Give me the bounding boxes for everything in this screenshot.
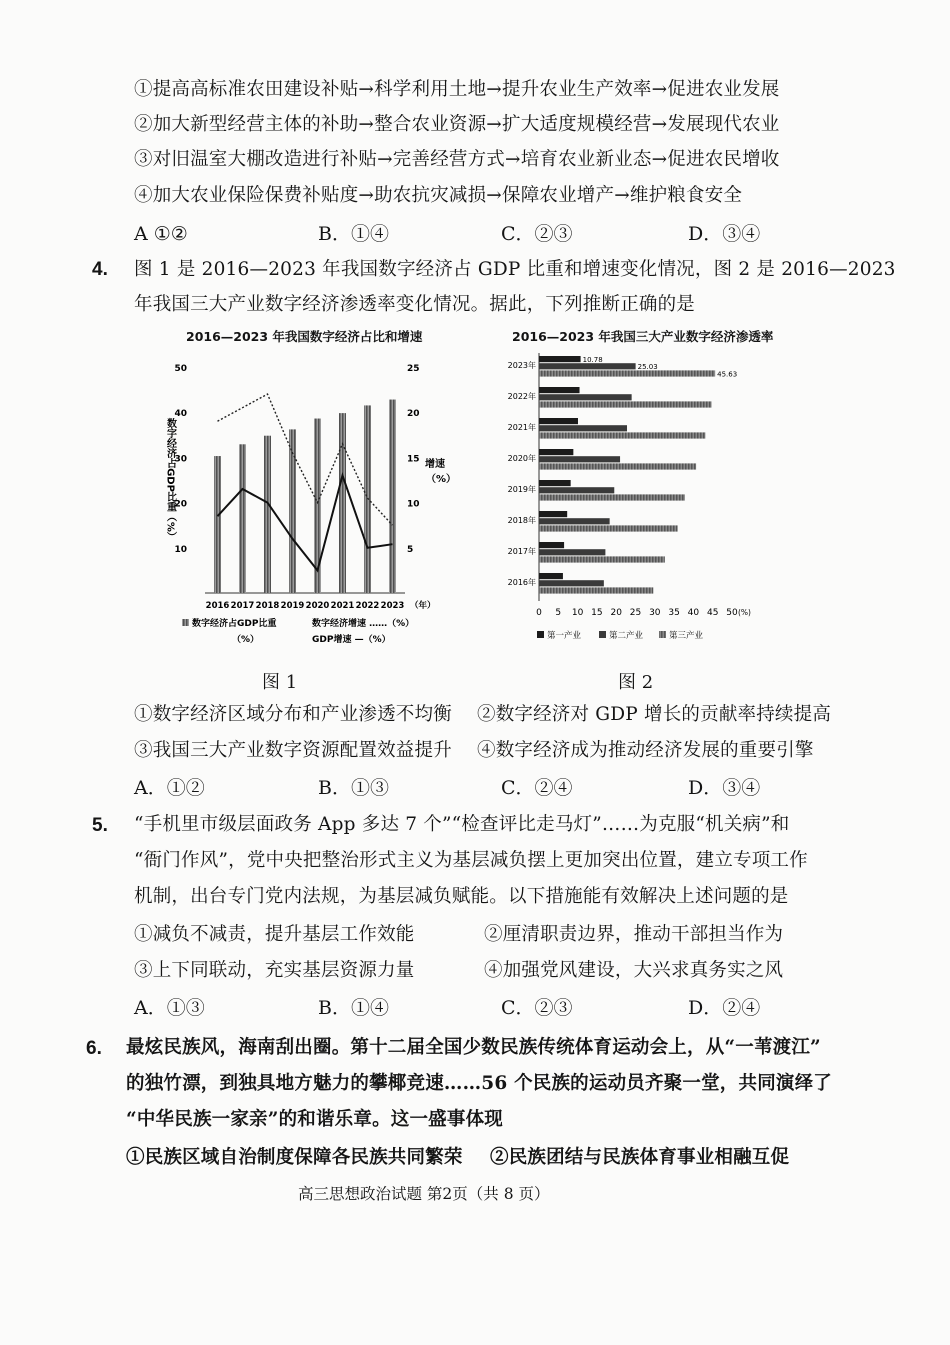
fig1-x-tick: 2023 [380, 601, 405, 611]
fig2-caption: 图 2 [618, 672, 654, 693]
fig2-y-tick: 2016年 [507, 578, 536, 587]
fig1-right-tick: 25 [407, 364, 420, 374]
fig2-legend-label: 第一产业 [547, 631, 582, 641]
fig2-x-tick: 35 [668, 608, 680, 618]
fig2-x-tick: 45 [706, 608, 719, 618]
fig2-bar [539, 573, 563, 579]
fig2-bar [539, 480, 571, 486]
q4-statement-2: ②数字经济对 GDP 增长的贡献率持续提高 [477, 704, 832, 725]
q4-option-a[interactable]: A．①② [134, 777, 205, 799]
fig1-chart [150, 345, 457, 655]
fig1-left-tick: 10 [174, 544, 187, 555]
q3-option-b[interactable]: B．①④ [318, 223, 389, 245]
fig1-legend-gdp: GDP增速 —（%） [312, 635, 391, 645]
fig2-y-tick: 2020年 [507, 454, 536, 463]
fig2-bar [539, 370, 715, 376]
fig1-bar [264, 436, 271, 593]
q3-option-d[interactable]: D．③④ [688, 223, 761, 245]
fig1-left-tick: 50 [174, 364, 187, 374]
fig2-y-tick: 2023年 [507, 361, 536, 370]
fig2-bar [539, 587, 653, 593]
fig2-legend-swatch [599, 631, 606, 638]
q4-statement-1: ①数字经济区域分布和产业渗透不均衡 [134, 704, 452, 725]
fig1-bar [239, 444, 246, 593]
fig1-legend-bar-unit: （%） [232, 635, 260, 645]
fig2-x-tick: 15 [591, 608, 603, 618]
fig2-bar [539, 487, 614, 493]
fig2-x-tick: 40 [687, 608, 700, 618]
fig2-legend-swatch [659, 631, 666, 638]
fig1-bar [214, 456, 221, 593]
fig1-x-tick: 2018 [255, 601, 280, 611]
fig1-left-tick: 40 [174, 409, 187, 420]
q5-stem-line-3: 机制，出台专门党内法规，为基层减负赋能。以下措施能有效解决上述问题的是 [134, 886, 789, 907]
fig1-ylabel: 数字经济占GDP比重（%） [164, 418, 176, 542]
fig1-right-tick: 20 [407, 409, 420, 420]
fig1-title: 2016—2023 年我国数字经济占比和增速 [186, 329, 423, 344]
fig1-right-tick: 15 [407, 454, 420, 465]
fig2-bar [539, 401, 712, 407]
fig1-right-tick: 10 [407, 499, 420, 510]
fig2-x-unit: (%) [738, 608, 751, 617]
fig1-x-tick: 2020 [305, 601, 330, 611]
fig2-x-tick: 10 [571, 608, 584, 618]
fig2-y-tick: 2021年 [507, 423, 536, 432]
fig2-x-tick: 30 [649, 608, 661, 618]
fig1-bar [389, 400, 396, 593]
q5-statement-2: ②厘清职责边界，推动干部担当作为 [484, 924, 784, 945]
fig2-x-tick: 25 [629, 608, 642, 618]
q5-statement-3: ③上下同联动，充实基层资源力量 [134, 960, 415, 981]
fig2-bar [539, 556, 665, 562]
q5-number: 5. [92, 815, 108, 836]
fig2-legend-label: 第三产业 [669, 631, 704, 641]
fig2-y-tick: 2017年 [507, 547, 536, 556]
fig2-bar [539, 511, 567, 517]
fig2-chart [505, 345, 775, 650]
fig1-caption: 图 1 [262, 672, 298, 693]
fig1-left-tick: 30 [174, 454, 187, 465]
fig1-bar [339, 413, 346, 593]
fig1-x-tick: 2021 [330, 601, 355, 611]
q5-stem-line-1: “手机里市级层面政务 App 多达 7 个”“检查评比走马灯”……为克服“机关病”和 [134, 814, 790, 835]
q3-statement-4: ④加大农业保险保费补贴度→助农抗灾减损→保障农业增产→维护粮食安全 [134, 185, 743, 206]
fig2-bar [539, 425, 627, 431]
fig2-bar [539, 449, 573, 455]
fig1-x-tick: 2017 [230, 601, 255, 611]
fig1-x-tick: 2022 [355, 601, 380, 611]
q5-stem-line-2: “衙门作风”，党中央把整治形式主义为基层减负摆上更加突出位置，建立专项工作 [134, 850, 808, 871]
fig2-legend-swatch [537, 631, 544, 638]
fig2-y-tick: 2018年 [507, 516, 536, 525]
fig2-bar [539, 432, 705, 438]
fig2-y-tick: 2022年 [507, 392, 536, 401]
q4-stem-line-2: 年我国三大产业数字经济渗透率变化情况。据此，下列推断正确的是 [134, 294, 696, 315]
q4-number: 4. [92, 259, 108, 280]
fig2-data-label: 45.63 [717, 370, 738, 379]
fig2-x-tick: 5 [555, 608, 562, 618]
fig2-title: 2016—2023 年我国三大产业数字经济渗透率 [512, 329, 774, 344]
fig2-bar [539, 387, 580, 393]
fig1-right-tick: 5 [407, 544, 414, 555]
fig2-bar [539, 363, 636, 369]
fig1-legend-bar-swatch [182, 619, 189, 626]
fig1-left-tick: 20 [174, 499, 187, 510]
fig1-x-tick: 2019 [280, 601, 305, 611]
q6-statement-2: ②民族团结与民族体育事业相融互促 [490, 1147, 790, 1168]
fig1-bar [364, 405, 371, 593]
fig2-x-tick: 0 [536, 608, 542, 618]
fig2-data-label: 25.03 [637, 363, 658, 372]
fig2-bar [539, 356, 581, 362]
q3-option-c[interactable]: C．②③ [501, 223, 573, 245]
fig1-y2label-part1: 增速 [425, 459, 445, 470]
q4-option-d[interactable]: D．③④ [688, 777, 761, 799]
q4-option-b[interactable]: B．①③ [318, 777, 389, 799]
fig1-legend-digital: 数字经济增速 ……（%） [312, 619, 415, 629]
fig2-bar [539, 494, 685, 500]
fig1-x-unit: （年） [410, 601, 436, 611]
q5-option-c[interactable]: C．②③ [501, 997, 573, 1019]
q5-statement-1: ①减负不减责，提升基层工作效能 [134, 924, 415, 945]
q4-statement-4: ④数字经济成为推动经济发展的重要引擎 [477, 740, 814, 761]
q4-stem-line-1: 图 1 是 2016—2023 年我国数字经济占 GDP 比重和增速变化情况，图 2 是 2016—2023 [134, 259, 896, 280]
fig2-bar [539, 456, 620, 462]
fig2-legend-label: 第二产业 [609, 631, 644, 641]
q6-number: 6. [86, 1038, 102, 1059]
q5-option-d[interactable]: D．②④ [688, 997, 761, 1019]
fig2-bar [539, 525, 678, 531]
fig2-bar [539, 418, 578, 424]
fig2-bar [539, 394, 632, 400]
q3-statement-1: ①提高高标准农田建设补贴→科学利用土地→提升农业生产效率→促进农业发展 [134, 79, 780, 100]
fig2-y-tick: 2019年 [507, 485, 536, 494]
fig2-x-tick: 50 [726, 608, 738, 618]
fig2-bar [539, 463, 696, 469]
fig2-data-label: 10.78 [582, 356, 603, 364]
fig1-x-tick: 2016 [205, 601, 230, 611]
q4-statement-3: ③我国三大产业数字资源配置效益提升 [134, 740, 452, 761]
q5-option-a[interactable]: A．①③ [134, 997, 205, 1019]
fig2-bar [539, 542, 564, 548]
fig1-y2label-part2: （%） [426, 474, 457, 485]
fig2-x-tick: 20 [610, 608, 622, 618]
q6-stem-line-2: 的独竹漂，到独具地方魅力的攀椰竞速……56 个民族的运动员齐聚一堂，共同演绎了 [126, 1073, 832, 1094]
page-footer: 高三思想政治试题 第2页（共 8 页） [298, 1185, 550, 1203]
q3-statement-2: ②加大新型经营主体的补助→整合农业资源→扩大适度规模经营→发展现代农业 [134, 114, 780, 135]
fig2-bar [539, 518, 610, 524]
q5-statement-4: ④加强党风建设，大兴求真务实之风 [484, 960, 784, 981]
q3-statement-3: ③对旧温室大棚改造进行补贴→完善经营方式→培育农业新业态→促进农民增收 [134, 149, 780, 170]
fig2-bar [539, 549, 605, 555]
q5-option-b[interactable]: B．①④ [318, 997, 389, 1019]
q6-stem-line-1: 最炫民族风，海南刮出圈。第十二届全国少数民族传统体育运动会上，从“一苇渡江” [126, 1037, 821, 1058]
fig1-legend-bar: 数字经济占GDP比重 [192, 619, 277, 629]
q3-option-a[interactable]: A ①② [134, 223, 188, 245]
q6-stem-line-3: “中华民族一家亲”的和谐乐章。这一盛事体现 [126, 1109, 503, 1130]
q6-statement-1: ①民族区域自治制度保障各民族共同繁荣 [126, 1147, 463, 1168]
q4-option-c[interactable]: C．②④ [501, 777, 573, 799]
fig2-bar [539, 580, 604, 586]
